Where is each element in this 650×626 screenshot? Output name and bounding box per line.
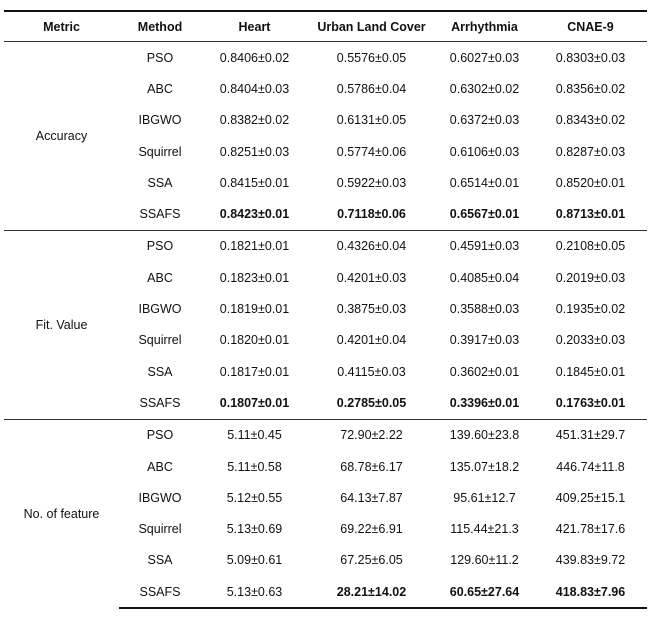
value-cell: 0.2785±0.05 <box>336 395 407 410</box>
value-cell: 0.8404±0.03 <box>219 81 290 96</box>
value-cell: 0.3588±0.03 <box>449 302 520 317</box>
value-cell: 0.2108±0.05 <box>534 230 647 262</box>
table-row <box>4 42 647 74</box>
value-cell: 95.61±12.7 <box>453 490 516 505</box>
method-cell: ABC <box>147 81 173 96</box>
value-cell: 0.6514±0.01 <box>449 175 520 190</box>
method-cell: Squirrel <box>138 522 182 537</box>
value-cell: 72.90±2.22 <box>308 419 435 451</box>
value-cell: 28.21±14.02 <box>308 576 435 608</box>
value-cell: 0.6027±0.03 <box>449 50 520 65</box>
value-cell: 5.13±0.69 <box>226 522 283 537</box>
method-cell: PSO <box>146 50 174 65</box>
metric-label: Accuracy <box>35 128 88 143</box>
value-cell: 421.78±17.6 <box>555 522 626 537</box>
value-cell: 67.25±6.05 <box>340 553 403 568</box>
results-table <box>4 10 647 609</box>
method-cell: Squirrel <box>138 333 182 348</box>
value-cell: 0.8713±0.01 <box>555 207 626 222</box>
value-cell: 0.4591±0.03 <box>435 230 534 262</box>
metric-group <box>4 230 647 419</box>
value-cell: 0.8423±0.01 <box>219 207 290 222</box>
value-cell: 0.8287±0.03 <box>555 144 626 159</box>
value-cell: 0.6567±0.01 <box>449 207 520 222</box>
value-cell: 0.1823±0.01 <box>219 270 290 285</box>
header-urban-land-cover: Urban Land Cover <box>308 11 435 42</box>
metric-label: Fit. Value <box>4 230 119 419</box>
value-cell: 0.2019±0.03 <box>555 270 626 285</box>
value-cell: 446.74±11.8 <box>556 459 625 474</box>
value-cell: 0.3396±0.01 <box>449 395 520 410</box>
metric-label: No. of feature <box>4 419 119 608</box>
table-row <box>4 230 647 262</box>
value-cell: 0.1763±0.01 <box>555 395 626 410</box>
value-cell: 5.11±0.58 <box>227 459 282 474</box>
value-cell: 115.44±21.3 <box>450 522 519 537</box>
value-cell: 129.60±11.2 <box>450 553 519 568</box>
value-cell: 60.65±27.64 <box>435 576 534 608</box>
value-cell: 0.1819±0.01 <box>219 302 290 317</box>
value-cell: 451.31±29.7 <box>534 419 647 451</box>
value-cell: 0.8382±0.02 <box>219 113 290 128</box>
value-cell: 0.8303±0.03 <box>555 50 626 65</box>
value-cell: 0.1845±0.01 <box>555 364 626 379</box>
value-cell: 0.4201±0.03 <box>336 270 407 285</box>
table-header <box>4 11 647 42</box>
value-cell: 5.11±0.45 <box>201 419 308 451</box>
value-cell: 439.83±9.72 <box>555 553 626 568</box>
header-metric: Metric <box>4 11 119 42</box>
value-cell: 0.6372±0.03 <box>449 113 520 128</box>
value-cell: 5.13±0.63 <box>201 576 308 608</box>
value-cell: 0.5774±0.06 <box>336 144 407 159</box>
header-arrhythmia: Arrhythmia <box>435 11 534 42</box>
method-cell: SSA <box>147 553 173 568</box>
method-cell: Squirrel <box>138 144 182 159</box>
value-cell: 0.4085±0.04 <box>449 270 520 285</box>
value-cell: 139.60±23.8 <box>435 419 534 451</box>
method-cell: SSAFS <box>119 576 201 608</box>
value-cell: 135.07±18.2 <box>449 459 520 474</box>
method-cell: PSO <box>119 419 201 451</box>
value-cell: 0.1821±0.01 <box>201 230 308 262</box>
value-cell: 0.2033±0.03 <box>555 333 626 348</box>
method-cell: ABC <box>147 459 173 474</box>
value-cell: 0.8343±0.02 <box>555 113 626 128</box>
value-cell: 69.22±6.91 <box>340 522 403 537</box>
value-cell: 0.1935±0.02 <box>555 302 626 317</box>
header-heart: Heart <box>201 11 308 42</box>
value-cell: 0.8415±0.01 <box>219 175 290 190</box>
value-cell: 0.5922±0.03 <box>336 175 407 190</box>
value-cell: 68.78±6.17 <box>340 459 403 474</box>
value-cell: 0.4115±0.03 <box>337 364 406 379</box>
header-method: Method <box>119 11 201 42</box>
table-row <box>4 419 647 451</box>
value-cell: 0.8520±0.01 <box>555 175 626 190</box>
value-cell: 0.5786±0.04 <box>336 81 407 96</box>
header-cnae-9: CNAE-9 <box>534 11 647 42</box>
value-cell: 0.1807±0.01 <box>219 395 290 410</box>
value-cell: 0.3917±0.03 <box>449 333 520 348</box>
value-cell: 0.1820±0.01 <box>219 333 290 348</box>
method-cell: SSAFS <box>139 395 181 410</box>
value-cell: 0.7118±0.06 <box>337 207 406 222</box>
value-cell: 0.1817±0.01 <box>219 364 290 379</box>
value-cell: 0.5576±0.05 <box>336 50 407 65</box>
method-cell: SSA <box>147 175 173 190</box>
value-cell: 0.8356±0.02 <box>555 81 626 96</box>
value-cell: 5.12±0.55 <box>226 490 283 505</box>
method-cell: PSO <box>119 230 201 262</box>
method-cell: SSA <box>147 364 173 379</box>
metric-group <box>4 419 647 608</box>
value-cell: 0.6106±0.03 <box>449 144 520 159</box>
value-cell: 0.4201±0.04 <box>336 333 407 348</box>
value-cell: 5.09±0.61 <box>226 553 283 568</box>
header-row <box>4 11 647 42</box>
metric-group <box>4 42 647 231</box>
value-cell: 0.6131±0.05 <box>336 113 407 128</box>
method-cell: ABC <box>147 270 173 285</box>
value-cell: 0.4326±0.04 <box>308 230 435 262</box>
value-cell: 409.25±15.1 <box>555 490 626 505</box>
value-cell: 64.13±7.87 <box>340 490 403 505</box>
method-cell: IBGWO <box>138 302 182 317</box>
value-cell: 418.83±7.96 <box>534 576 647 608</box>
value-cell: 0.6302±0.02 <box>449 81 520 96</box>
method-cell: SSAFS <box>139 207 181 222</box>
method-cell: IBGWO <box>138 490 182 505</box>
value-cell: 0.3602±0.01 <box>449 364 520 379</box>
value-cell: 0.8406±0.02 <box>219 50 290 65</box>
value-cell: 0.8251±0.03 <box>219 144 290 159</box>
method-cell: IBGWO <box>138 113 182 128</box>
value-cell: 0.3875±0.03 <box>336 302 407 317</box>
